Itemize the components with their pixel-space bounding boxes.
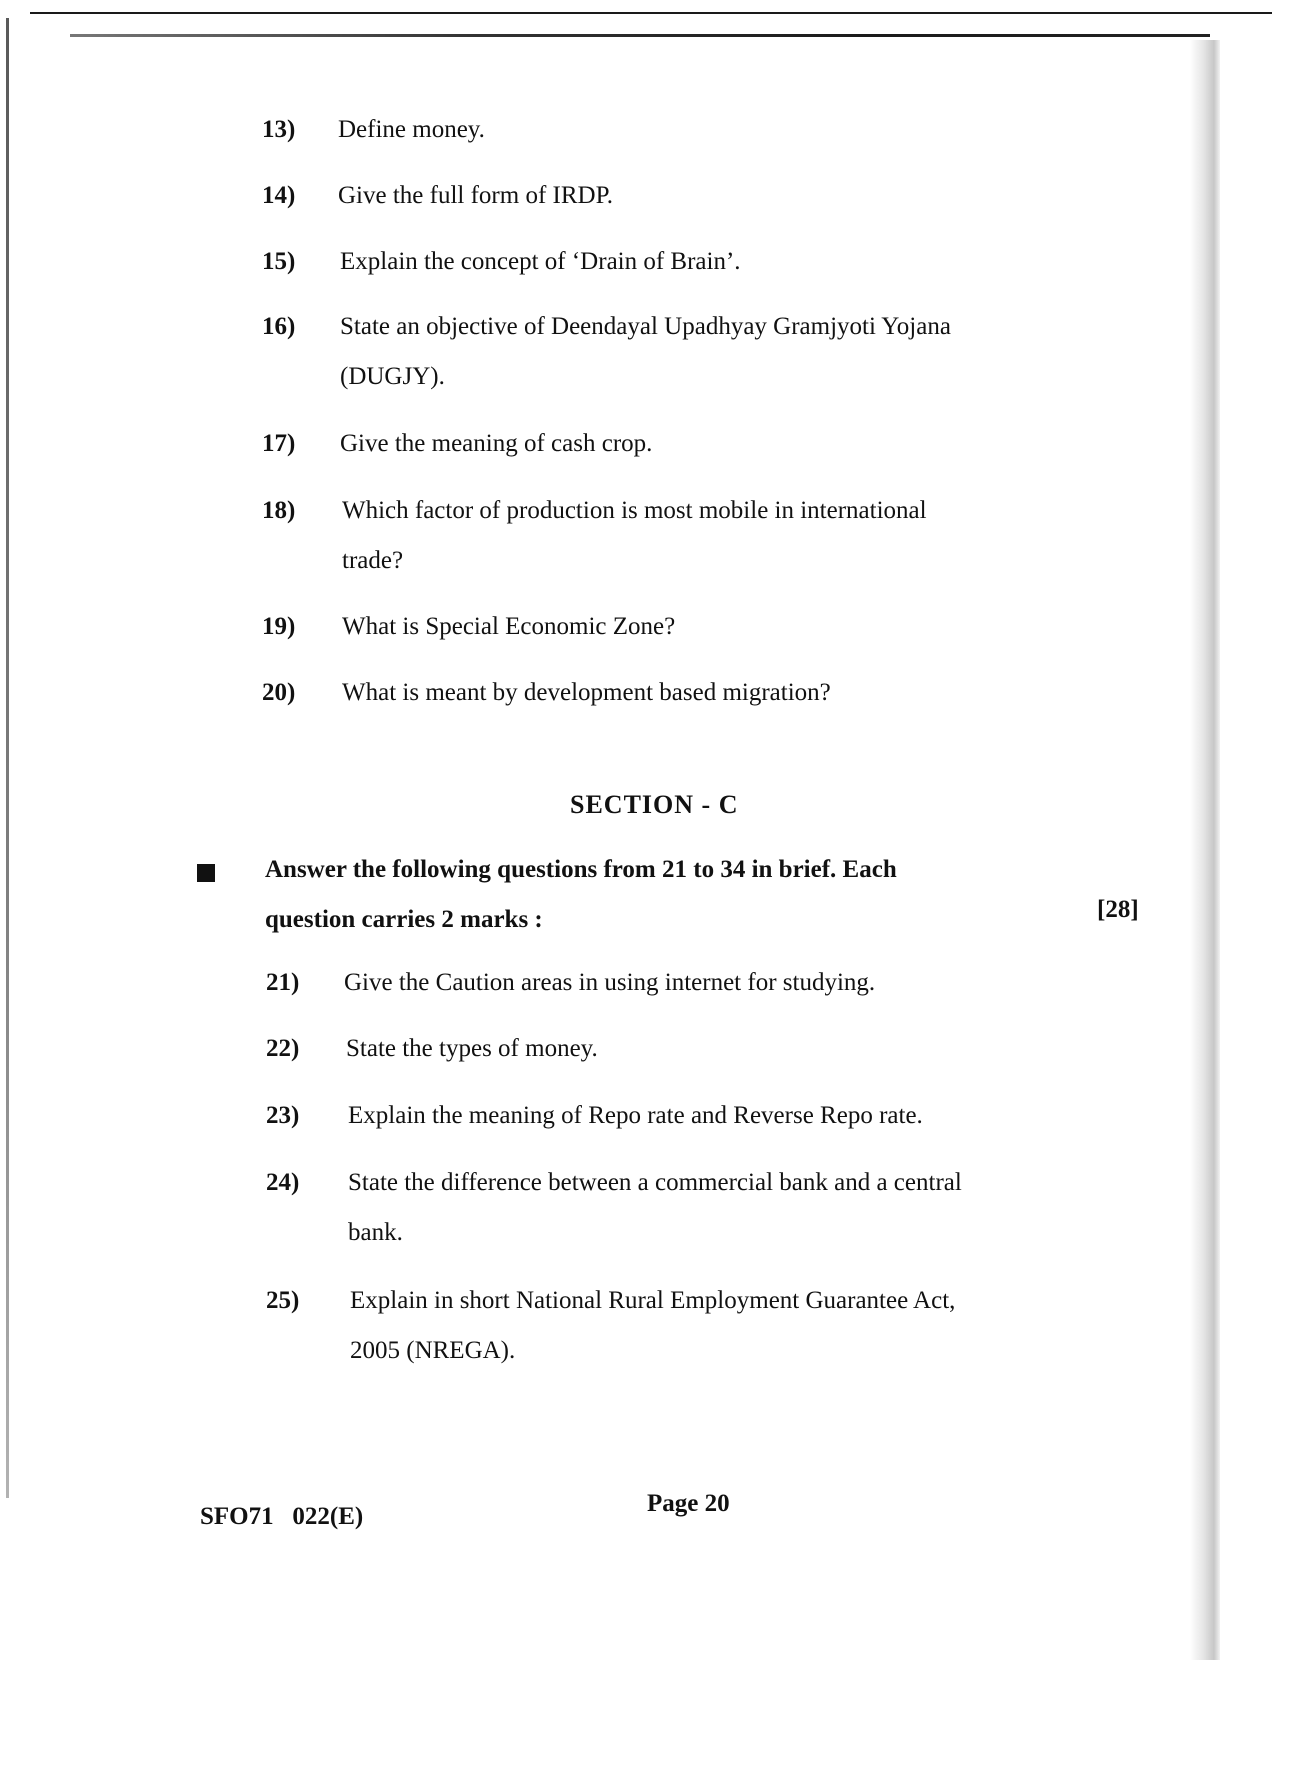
question-number: 14) — [262, 182, 296, 209]
question-text-line-1: State an objective of Deendayal Upadhyay Gramjyoti Yojana — [340, 313, 951, 340]
scan-top-rule — [30, 12, 1272, 14]
instruction-line-1: Answer the following questions from 21 to 34 in brief. Each — [265, 856, 897, 883]
question-23 — [266, 1091, 1066, 1141]
question-text-line-2: trade? — [342, 547, 404, 574]
question-18 — [262, 486, 1062, 586]
question-22 — [266, 1024, 1066, 1074]
question-number: 22) — [266, 1035, 300, 1062]
question-text-line-1: Which factor of production is most mobile in international — [342, 497, 927, 524]
question-13 — [262, 105, 1062, 155]
question-21 — [266, 958, 1066, 1008]
instruction-line-2: question carries 2 marks : — [265, 906, 543, 933]
question-text-line-1: Explain in short National Rural Employment Guarantee Act, — [350, 1287, 956, 1314]
scan-top-rule-secondary — [70, 34, 1210, 37]
question-15 — [262, 237, 1062, 287]
question-text-line-2: (DUGJY). — [340, 363, 445, 390]
question-number: 17) — [262, 430, 296, 457]
question-text: Explain the meaning of Repo rate and Reverse Repo rate. — [348, 1102, 923, 1129]
question-text: Define money. — [338, 116, 485, 143]
question-text-line-2: bank. — [348, 1219, 403, 1246]
question-text: Give the meaning of cash crop. — [340, 430, 653, 457]
question-text: What is meant by development based migration? — [342, 679, 831, 706]
question-number: 24) — [266, 1169, 300, 1196]
square-bullet-icon — [197, 864, 215, 882]
question-text: What is Special Economic Zone? — [342, 613, 676, 640]
question-14 — [262, 171, 1062, 221]
section-marks: [28] — [1097, 896, 1139, 923]
section-instruction — [265, 845, 897, 945]
scan-right-shadow — [1190, 40, 1220, 1660]
question-number: 23) — [266, 1102, 300, 1129]
question-24 — [266, 1158, 1066, 1258]
question-text: Explain the concept of ‘Drain of Brain’. — [340, 248, 741, 275]
section-heading: SECTION - C — [570, 790, 739, 819]
question-25 — [266, 1276, 1066, 1376]
question-number: 13) — [262, 116, 296, 143]
question-19 — [262, 602, 1062, 652]
question-number: 16) — [262, 313, 296, 340]
question-text: Give the full form of IRDP. — [338, 182, 613, 209]
paper-code: SFO71 022(E) — [200, 1503, 364, 1530]
question-text-line-1: State the difference between a commercial bank and a central — [348, 1169, 962, 1196]
question-text: State the types of money. — [346, 1035, 598, 1062]
question-20 — [262, 668, 1062, 718]
question-17 — [262, 419, 1062, 469]
scan-left-edge — [6, 18, 9, 1498]
question-number: 20) — [262, 679, 296, 706]
question-text: Give the Caution areas in using internet for studying. — [344, 969, 876, 996]
question-number: 21) — [266, 969, 300, 996]
question-text-line-2: 2005 (NREGA). — [350, 1337, 516, 1364]
question-number: 18) — [262, 497, 296, 524]
question-16 — [262, 302, 1062, 402]
question-number: 19) — [262, 613, 296, 640]
question-number: 15) — [262, 248, 296, 275]
page-number: Page 20 — [647, 1490, 730, 1517]
question-number: 25) — [266, 1287, 300, 1314]
